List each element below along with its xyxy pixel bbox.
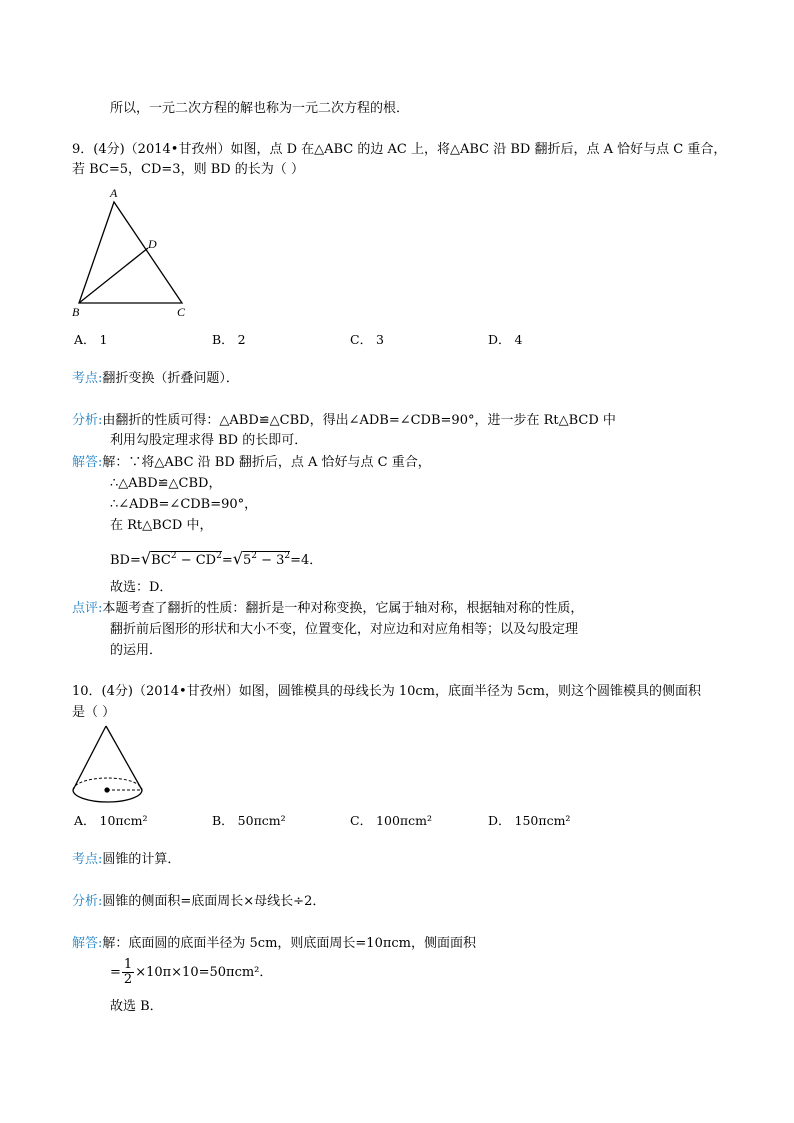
q10-cone-figure [70, 722, 150, 808]
q10-jieda-3: 故选 B． [110, 999, 163, 1014]
q10-jieda-text1: 解：底面圆的底面半径为 5cm，则底面周长=10πcm，侧面面积 [102, 936, 476, 951]
segment-bd [79, 248, 148, 303]
formula-sup-2: 2 [216, 551, 222, 561]
q9-dianping-label: 点评: [72, 601, 103, 616]
q9-stem-line2: 若 BC=5，CD=3，则 BD 的长为（ ） [72, 162, 304, 177]
cone-right-edge [106, 726, 142, 790]
q9-choice-c: C． 3 [350, 332, 384, 347]
label-b: B [72, 305, 80, 319]
q9-jieda-3: ∴∠ADB=∠CDB=90°， [110, 497, 258, 512]
q9-dianping-3: 的运用． [110, 643, 163, 658]
label-c: C [177, 305, 186, 319]
q10-fenxi [72, 894, 325, 910]
frac-num: 1 [123, 957, 133, 972]
q9-jieda-2: ∴△ABD≌△CBD， [110, 476, 222, 491]
q9-dianping-text1: 本题考查了翻折的性质：翻折是一种对称变换，它属于轴对称，根据轴对称的性质， [102, 601, 584, 616]
q9-jieda-1 [72, 455, 431, 471]
formula-sup-4: 2 [284, 551, 291, 561]
q10-jieda-1 [72, 936, 476, 952]
q10-jieda-label: 解答: [72, 936, 103, 951]
formula-minus: − 3 [256, 553, 285, 568]
q9-fenxi-label: 分析: [72, 413, 103, 428]
formula-end: =4． [290, 553, 323, 568]
q9-stem-line1: 9．(4分)（2014•甘孜州）如图，点 D 在△ABC 的边 AC 上，将△ABC 沿 BD 翻折后，点 A 恰好与点 C 重合， [72, 142, 727, 157]
cone-center-dot [104, 787, 109, 792]
q9-triangle-figure [70, 183, 200, 323]
sqrt-radicand-1 [151, 551, 222, 568]
formula-eq: = [221, 553, 233, 568]
q9-jieda-5: 故选：D． [110, 580, 173, 595]
q10-stem-line2: 是（ ） [72, 705, 116, 720]
cone-left-edge [73, 726, 106, 790]
frac-den: 2 [123, 972, 133, 987]
formula-mid: − CD [176, 553, 217, 568]
q10-kaodian-label: 考点: [72, 852, 103, 867]
q9-jieda-label: 解答: [72, 455, 103, 470]
formula-prefix: BD= [110, 553, 141, 568]
formula-r1: BC [151, 553, 171, 568]
q9-jieda-text1: 解：∵将△ABC 沿 BD 翻折后，点 A 恰好与点 C 重合， [102, 455, 431, 470]
q10-kaodian-text: 圆锥的计算． [102, 852, 181, 867]
q10-kaodian [72, 852, 180, 868]
q9-dianping-2: 翻折前后图形的形状和大小不变，位置变化，对应边和对应角相等；以及勾股定理 [110, 622, 579, 637]
sqrt-symbol-1: √ [140, 549, 152, 568]
q9-kaodian-label: 考点: [72, 371, 103, 386]
q10-fraction [122, 958, 134, 987]
label-d: D [148, 237, 157, 251]
q9-formula [110, 546, 322, 571]
formula-sup-3: 2 [251, 551, 257, 561]
sqrt-radicand-2 [243, 551, 290, 568]
q9-kaodian [72, 371, 239, 387]
q9-fenxi-1 [72, 413, 616, 429]
q9-fenxi-text1: 由翻折的性质可得：△ABD≌△CBD，得出∠ADB=∠CDB=90°，进一步在 Rt△BCD 中 [102, 413, 616, 428]
q10-choice-c: C． 100πcm² [350, 813, 432, 828]
sqrt-symbol-2: √ [232, 549, 243, 568]
formula-r2: 5 [242, 553, 252, 568]
formula-sup-1: 2 [170, 551, 177, 561]
q10-choice-b: B． 50πcm² [212, 813, 286, 828]
label-a: A [110, 186, 118, 200]
q9-choice-d: D． 4 [488, 332, 523, 347]
q10-jieda-2-post: ×10π×10=50πcm²． [135, 965, 273, 980]
q10-fenxi-text: 圆锥的侧面积=底面周长×母线长÷2． [102, 894, 326, 909]
q10-jieda-2 [110, 958, 272, 988]
q9-choice-b: B． 2 [212, 332, 246, 347]
q10-fenxi-label: 分析: [72, 894, 103, 909]
q9-kaodian-text: 翻折变换（折叠问题）． [102, 371, 239, 386]
q10-jieda-2-pre: = [110, 965, 121, 980]
q9-fenxi-2: 利用勾股定理求得 BD 的长即可． [110, 433, 308, 448]
q10-choice-d: D． 150πcm² [488, 813, 571, 828]
triangle-abc [79, 202, 182, 303]
intro-line: 所以，一元二次方程的解也称为一元二次方程的根． [110, 101, 410, 116]
q9-jieda-4: 在 Rt△BCD 中， [110, 518, 213, 533]
q10-stem-line1: 10．(4分)（2014•甘孜州）如图，圆锥模具的母线长为 10cm，底面半径为 5cm，则这个圆锥模具的侧面积 [72, 684, 702, 699]
q10-choice-a: A． 10πcm² [74, 813, 148, 828]
q9-dianping-1 [72, 601, 583, 617]
q9-choice-a: A． 1 [74, 332, 108, 347]
